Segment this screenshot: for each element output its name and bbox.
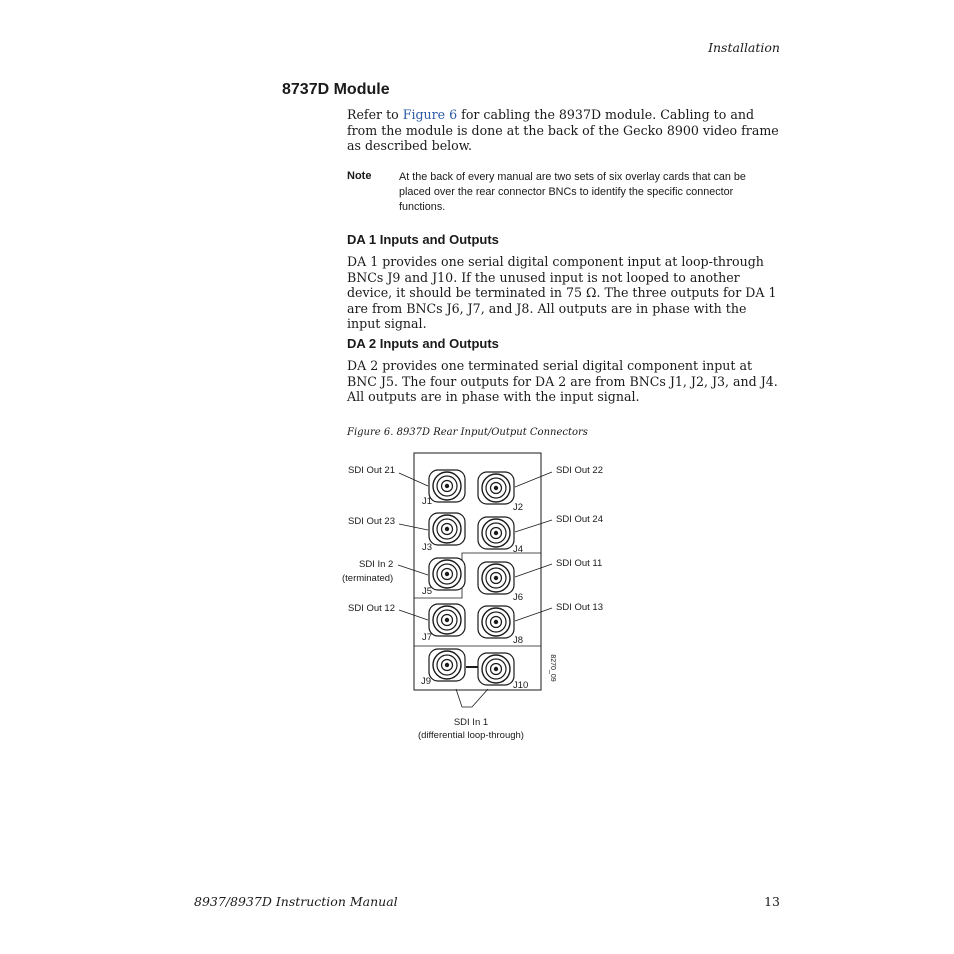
leader-sdi-in-1	[456, 689, 488, 707]
callout-sdi-in-1: SDI In 1	[453, 717, 489, 728]
da1-heading: DA 1 Inputs and Outputs	[347, 232, 499, 247]
note-label: Note	[347, 170, 372, 182]
footer-manual-title: 8937/8937D Instruction Manual	[194, 894, 398, 909]
intro-paragraph	[347, 107, 780, 154]
callout-sdi-in-2-note: (terminated)	[342, 573, 394, 584]
bnc-j2-icon	[478, 472, 514, 504]
bnc-j9-icon	[429, 649, 465, 681]
callout-sdi-in-2: SDI In 2	[359, 559, 394, 570]
footer-page-number: 13	[764, 894, 780, 909]
da2-paragraph: DA 2 provides one terminated serial digital component input at BNC J5. The four outputs for DA 2 are from BNCs J1, J2, J3, and J4. All outputs are in phase with the input signal.	[347, 358, 778, 405]
leader-sdi-in-2	[398, 565, 428, 575]
section-title: 8737D Module	[282, 81, 390, 98]
callout-sdi-out-11: SDI Out 11	[556, 558, 603, 569]
da2-heading: DA 2 Inputs and Outputs	[347, 336, 499, 351]
j8-label: J8	[513, 635, 524, 646]
j1-label: J1	[422, 496, 433, 507]
j4-label: J4	[513, 544, 524, 555]
j10-label: J10	[513, 680, 529, 691]
callout-sdi-out-22: SDI Out 22	[556, 465, 603, 476]
j9-label: J9	[421, 676, 432, 687]
da1-paragraph: DA 1 provides one serial digital component input at loop-through BNCs J9 and J10. If the unused input is not looped to another device, it should be terminated in 75 Ω. The three outputs for DA 1 are from BNCs J6, J7, and J8. All outputs are in phase with the input signal.	[347, 254, 777, 332]
j7-label: J7	[422, 632, 433, 643]
callout-sdi-out-24: SDI Out 24	[556, 514, 603, 525]
intro-text-after: for cabling the 8937D module. Cabling to and from the module is done at the back of the Gecko 8900 video frame as described below.	[347, 107, 779, 154]
leader-sdi-out-11	[515, 564, 552, 577]
bnc-j10-icon	[478, 653, 514, 685]
leader-sdi-out-13	[515, 608, 552, 621]
bnc-j1-icon	[429, 470, 465, 502]
note-text: At the back of every manual are two sets of six overlay cards that can be placed over the rear connector BNCs to identify the specific connector functions.	[399, 171, 746, 213]
callout-sdi-out-12: SDI Out 12	[348, 603, 395, 614]
running-head: Installation	[708, 40, 780, 55]
intro-text-before: Refer to	[347, 107, 403, 122]
bnc-j7-icon	[429, 604, 465, 636]
leader-sdi-out-22	[515, 472, 552, 487]
bnc-j8-icon	[478, 606, 514, 638]
callout-sdi-out-21: SDI Out 21	[348, 465, 395, 476]
bnc-j4-icon	[478, 517, 514, 549]
callout-sdi-out-13: SDI Out 13	[556, 602, 603, 613]
j6-label: J6	[513, 592, 524, 603]
bnc-j3-icon	[429, 513, 465, 545]
figure-caption: Figure 6. 8937D Rear Input/Output Connectors	[347, 427, 588, 438]
leader-sdi-out-24	[515, 520, 552, 532]
callout-sdi-in-1-note: (differential loop-through)	[418, 730, 524, 741]
j2-label: J2	[513, 502, 524, 513]
callout-sdi-out-23: SDI Out 23	[348, 516, 395, 527]
drawing-code: 8270_09	[549, 654, 556, 682]
j5-label: J5	[422, 586, 433, 597]
j3-label: J3	[422, 542, 433, 553]
bnc-j5-icon	[429, 558, 465, 590]
rear-connector-diagram	[330, 448, 620, 748]
figure-6-link[interactable]: Figure 6	[402, 107, 458, 122]
bnc-j6-icon	[478, 562, 514, 594]
